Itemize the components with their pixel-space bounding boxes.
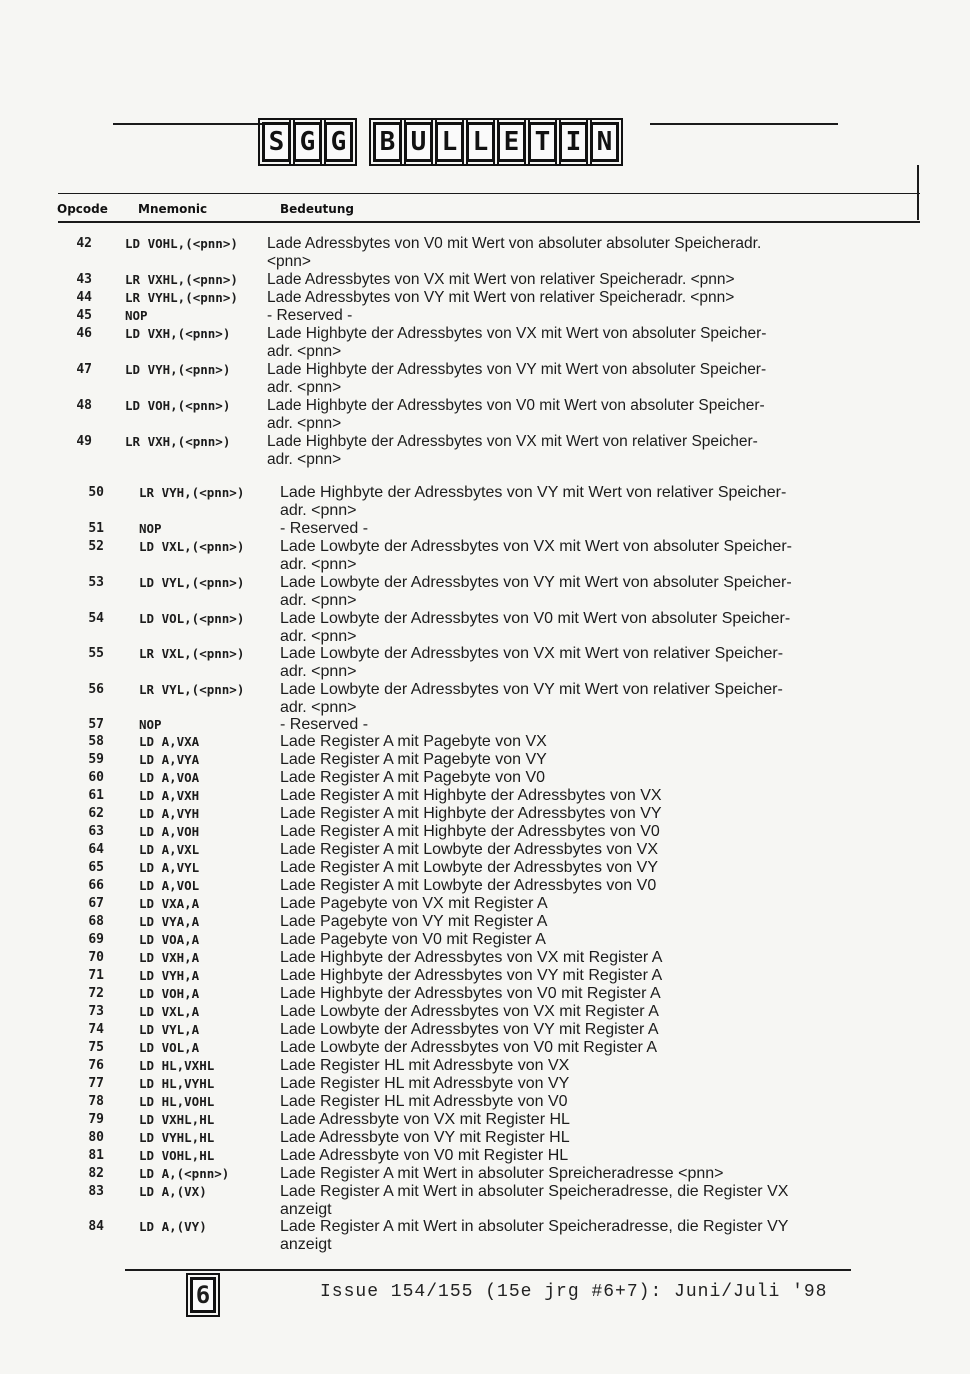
opcode-cell: 69 bbox=[88, 932, 104, 947]
mnemonic-cell: LR VXH,(<pnn>) bbox=[125, 434, 231, 449]
mnemonic-cell: LD VXL,A bbox=[139, 1004, 200, 1019]
table-row bbox=[0, 1218, 970, 1236]
mnemonic-cell: LD A,VOA bbox=[139, 770, 200, 785]
description-cell: adr. <pnn> bbox=[280, 699, 357, 716]
table-row bbox=[0, 787, 970, 805]
description-cell: Lade Register A mit Wert in absoluter Speicheradresse, die Register VY bbox=[280, 1218, 789, 1235]
opcode-cell: 42 bbox=[76, 236, 92, 251]
table-row bbox=[0, 610, 970, 628]
description-cell: Lade Register A mit Highbyte der Adressbytes von VX bbox=[280, 787, 662, 804]
logo-letter: S bbox=[262, 122, 291, 162]
opcode-cell: 70 bbox=[88, 950, 104, 965]
opcode-cell: 65 bbox=[88, 860, 104, 875]
mnemonic-cell: LD A,VXH bbox=[139, 788, 200, 803]
description-cell: Lade Register A mit Highbyte der Adressbytes von V0 bbox=[280, 823, 660, 840]
opcode-cell: 60 bbox=[88, 770, 104, 785]
mnemonic-cell: LD VYA,A bbox=[139, 914, 200, 929]
logo-letter: T bbox=[528, 122, 557, 162]
table-row bbox=[0, 931, 970, 949]
opcode-cell: 58 bbox=[88, 734, 104, 749]
table-row bbox=[0, 967, 970, 985]
description-cell: Lade Highbyte der Adressbytes von V0 mit Wert von absoluter Speicher- bbox=[267, 397, 765, 414]
mnemonic-cell: LD A,(VX) bbox=[139, 1184, 207, 1199]
description-cell: - Reserved - bbox=[280, 716, 369, 733]
opcode-cell: 66 bbox=[88, 878, 104, 893]
mnemonic-cell: LD A,VYH bbox=[139, 806, 200, 821]
description-cell: - Reserved - bbox=[267, 307, 353, 324]
logo-letter: L bbox=[435, 122, 464, 162]
table-row bbox=[0, 1165, 970, 1183]
opcode-cell: 82 bbox=[88, 1166, 104, 1181]
header-opcode: Opcode bbox=[57, 202, 108, 216]
opcode-cell: 54 bbox=[88, 611, 104, 626]
description-cell: Lade Register A mit Lowbyte der Adressbytes von VX bbox=[280, 841, 658, 858]
table-row bbox=[0, 556, 970, 574]
opcode-cell: 55 bbox=[88, 646, 104, 661]
opcode-cell: 59 bbox=[88, 752, 104, 767]
page-number: 6 bbox=[190, 1277, 216, 1313]
opcode-cell: 80 bbox=[88, 1130, 104, 1145]
description-cell: Lade Register A mit Pagebyte von V0 bbox=[280, 769, 546, 786]
table-row bbox=[0, 397, 970, 415]
opcode-cell: 62 bbox=[88, 806, 104, 821]
description-cell: adr. <pnn> bbox=[280, 592, 357, 609]
description-cell: Lade Pagebyte von VY mit Register A bbox=[280, 913, 548, 930]
description-cell: adr. <pnn> bbox=[267, 379, 342, 396]
table-row bbox=[0, 716, 970, 734]
mnemonic-cell: LD VOL,(<pnn>) bbox=[139, 611, 245, 626]
masthead-rule-left bbox=[113, 123, 263, 125]
opcode-cell: 49 bbox=[76, 434, 92, 449]
opcode-cell: 43 bbox=[76, 272, 92, 287]
mnemonic-cell: LD VXHL,HL bbox=[139, 1112, 215, 1127]
table-row bbox=[0, 1183, 970, 1201]
header-rule-top bbox=[58, 193, 920, 194]
logo-letter: I bbox=[559, 122, 588, 162]
table-row bbox=[0, 1236, 970, 1254]
table-row bbox=[0, 805, 970, 823]
mnemonic-cell: LR VYH,(<pnn>) bbox=[139, 485, 245, 500]
description-cell: Lade Adressbyte von VY mit Register HL bbox=[280, 1129, 570, 1146]
description-cell: Lade Highbyte der Adressbytes von VY mit Wert von relativer Speicher- bbox=[280, 484, 787, 501]
table-row bbox=[0, 1057, 970, 1075]
description-cell: Lade Lowbyte der Adressbytes von VX mit Wert von absoluter Speicher- bbox=[280, 538, 792, 555]
opcode-cell: 53 bbox=[88, 575, 104, 590]
description-cell: Lade Highbyte der Adressbytes von VY mit Register A bbox=[280, 967, 663, 984]
description-cell: Lade Adressbytes von VX mit Wert von relativer Speicheradr. <pnn> bbox=[267, 271, 735, 288]
description-cell: Lade Lowbyte der Adressbytes von VX mit Wert von relativer Speicher- bbox=[280, 645, 784, 662]
mnemonic-cell: LD VYH,A bbox=[139, 968, 200, 983]
description-cell: adr. <pnn> bbox=[280, 628, 357, 645]
logo-letter: G bbox=[293, 122, 322, 162]
table-row bbox=[0, 574, 970, 592]
description-cell: adr. <pnn> bbox=[267, 343, 342, 360]
table-row bbox=[0, 484, 970, 502]
description-cell: - Reserved - bbox=[280, 520, 369, 537]
description-cell: Lade Register A mit Highbyte der Adressbytes von VY bbox=[280, 805, 662, 822]
mnemonic-cell: LD VXL,(<pnn>) bbox=[139, 539, 245, 554]
mnemonic-cell: LD VXA,A bbox=[139, 896, 200, 911]
description-cell: Lade Highbyte der Adressbytes von VX mit Wert von relativer Speicher- bbox=[267, 433, 758, 450]
opcode-cell: 50 bbox=[88, 485, 104, 500]
logo-letter: G bbox=[324, 122, 353, 162]
opcode-cell: 56 bbox=[88, 682, 104, 697]
description-cell: adr. <pnn> bbox=[267, 415, 342, 432]
description-cell: Lade Highbyte der Adressbytes von V0 mit Register A bbox=[280, 985, 661, 1002]
opcode-cell: 84 bbox=[88, 1219, 104, 1234]
description-cell: adr. <pnn> bbox=[267, 451, 342, 468]
mnemonic-cell: LR VYL,(<pnn>) bbox=[139, 682, 245, 697]
opcode-cell: 47 bbox=[76, 362, 92, 377]
table-row bbox=[0, 343, 970, 361]
logo-letter: B bbox=[373, 122, 402, 162]
opcode-cell: 52 bbox=[88, 539, 104, 554]
mnemonic-cell: LD A,(VY) bbox=[139, 1219, 207, 1234]
mnemonic-cell: LD VOA,A bbox=[139, 932, 200, 947]
description-cell: Lade Highbyte der Adressbytes von VY mit Wert von absoluter Speicher- bbox=[267, 361, 767, 378]
description-cell: Lade Lowbyte der Adressbytes von VY mit Register A bbox=[280, 1021, 659, 1038]
opcode-cell: 71 bbox=[88, 968, 104, 983]
opcode-cell: 48 bbox=[76, 398, 92, 413]
header-meaning: Bedeutung bbox=[280, 202, 354, 216]
mnemonic-cell: LD VXH,A bbox=[139, 950, 200, 965]
mnemonic-cell: LD HL,VOHL bbox=[139, 1094, 215, 1109]
table-row bbox=[0, 253, 970, 271]
mnemonic-cell: LD A,VXA bbox=[139, 734, 200, 749]
table-row bbox=[0, 1111, 970, 1129]
table-row bbox=[0, 628, 970, 646]
table-row bbox=[0, 699, 970, 717]
mnemonic-cell: LR VYHL,(<pnn>) bbox=[125, 290, 238, 305]
mnemonic-cell: LD A,VOH bbox=[139, 824, 200, 839]
mnemonic-cell: LD VXH,(<pnn>) bbox=[125, 326, 231, 341]
mnemonic-cell: LR VXHL,(<pnn>) bbox=[125, 272, 238, 287]
description-cell: Lade Register A mit Pagebyte von VY bbox=[280, 751, 547, 768]
table-row bbox=[0, 1039, 970, 1057]
mnemonic-cell: LD A,VXL bbox=[139, 842, 200, 857]
table-row bbox=[0, 271, 970, 289]
masthead-rule-right bbox=[650, 123, 838, 125]
opcode-cell: 61 bbox=[88, 788, 104, 803]
table-row bbox=[0, 433, 970, 451]
description-cell: Lade Highbyte der Adressbytes von VX mit Register A bbox=[280, 949, 663, 966]
opcode-cell: 67 bbox=[88, 896, 104, 911]
logo-letter: U bbox=[404, 122, 433, 162]
description-cell: adr. <pnn> bbox=[280, 556, 357, 573]
mnemonic-cell: LD HL,VXHL bbox=[139, 1058, 215, 1073]
table-row bbox=[0, 502, 970, 520]
opcode-cell: 44 bbox=[76, 290, 92, 305]
table-row bbox=[0, 1003, 970, 1021]
issue-line: Issue 154/155 (15e jrg #6+7): Juni/Juli '98 bbox=[320, 1282, 828, 1302]
opcode-cell: 57 bbox=[88, 717, 104, 732]
mnemonic-cell: LD VOL,A bbox=[139, 1040, 200, 1055]
header-rule-bottom bbox=[58, 221, 920, 223]
table-row bbox=[0, 663, 970, 681]
table-row bbox=[0, 1093, 970, 1111]
description-cell: Lade Lowbyte der Adressbytes von VY mit Wert von absoluter Speicher- bbox=[280, 574, 792, 591]
description-cell: Lade Adressbyte von VX mit Register HL bbox=[280, 1111, 570, 1128]
table-row bbox=[0, 1147, 970, 1165]
table-row bbox=[0, 841, 970, 859]
table-row bbox=[0, 415, 970, 433]
table-row bbox=[0, 913, 970, 931]
description-cell: Lade Register HL mit Adressbyte von V0 bbox=[280, 1093, 568, 1110]
footer-rule bbox=[125, 1269, 851, 1271]
mnemonic-cell: LD VYHL,HL bbox=[139, 1130, 215, 1145]
opcode-cell: 83 bbox=[88, 1184, 104, 1199]
opcode-cell: 46 bbox=[76, 326, 92, 341]
table-row bbox=[0, 307, 970, 325]
description-cell: Lade Adressbytes von V0 mit Wert von absoluter absoluter Speicheradr. bbox=[267, 235, 762, 252]
masthead-logo bbox=[262, 110, 621, 162]
header-mnemonic: Mnemonic bbox=[138, 202, 208, 216]
opcode-cell: 63 bbox=[88, 824, 104, 839]
mnemonic-cell: LD A,VYL bbox=[139, 860, 200, 875]
opcode-cell: 74 bbox=[88, 1022, 104, 1037]
mnemonic-cell: LD A,VYA bbox=[139, 752, 200, 767]
table-row bbox=[0, 823, 970, 841]
description-cell: Lade Register HL mit Adressbyte von VY bbox=[280, 1075, 570, 1092]
table-row bbox=[0, 325, 970, 343]
mnemonic-cell: LD HL,VYHL bbox=[139, 1076, 215, 1091]
table-row bbox=[0, 379, 970, 397]
description-cell: adr. <pnn> bbox=[280, 663, 357, 680]
mnemonic-cell: LD VOH,A bbox=[139, 986, 200, 1001]
description-cell: Lade Adressbytes von VY mit Wert von relativer Speicheradr. <pnn> bbox=[267, 289, 735, 306]
description-cell: Lade Lowbyte der Adressbytes von VY mit Wert von relativer Speicher- bbox=[280, 681, 783, 698]
description-cell: Lade Lowbyte der Adressbytes von V0 mit Register A bbox=[280, 1039, 658, 1056]
table-row bbox=[0, 645, 970, 663]
description-cell: Lade Register A mit Wert in absoluter Speicheradresse, die Register VX bbox=[280, 1183, 789, 1200]
description-cell: anzeigt bbox=[280, 1236, 332, 1253]
mnemonic-cell: NOP bbox=[139, 717, 162, 732]
table-row bbox=[0, 681, 970, 699]
table-row bbox=[0, 235, 970, 253]
mnemonic-cell: LD VYH,(<pnn>) bbox=[125, 362, 231, 377]
table-row bbox=[0, 949, 970, 967]
table-row bbox=[0, 361, 970, 379]
description-cell: Lade Highbyte der Adressbytes von VX mit Wert von absoluter Speicher- bbox=[267, 325, 767, 342]
table-row bbox=[0, 289, 970, 307]
description-cell: Lade Register A mit Lowbyte der Adressbytes von V0 bbox=[280, 877, 657, 894]
opcode-cell: 68 bbox=[88, 914, 104, 929]
mnemonic-cell: LD VOH,(<pnn>) bbox=[125, 398, 231, 413]
table-row bbox=[0, 538, 970, 556]
description-cell: Lade Register A mit Lowbyte der Adressbytes von VY bbox=[280, 859, 658, 876]
table-row bbox=[0, 877, 970, 895]
description-cell: Lade Pagebyte von VX mit Register A bbox=[280, 895, 548, 912]
opcode-cell: 73 bbox=[88, 1004, 104, 1019]
mnemonic-cell: LR VXL,(<pnn>) bbox=[139, 646, 245, 661]
description-cell: Lade Lowbyte der Adressbytes von V0 mit Wert von absoluter Speicher- bbox=[280, 610, 791, 627]
table-row bbox=[0, 1021, 970, 1039]
mnemonic-cell: NOP bbox=[125, 308, 148, 323]
opcode-cell: 77 bbox=[88, 1076, 104, 1091]
mnemonic-cell: LD A,(<pnn>) bbox=[139, 1166, 230, 1181]
table-row bbox=[0, 1201, 970, 1219]
description-cell: adr. <pnn> bbox=[280, 502, 357, 519]
mnemonic-cell: LD VYL,A bbox=[139, 1022, 200, 1037]
table-row bbox=[0, 520, 970, 538]
description-cell: <pnn> bbox=[267, 253, 311, 270]
table-row bbox=[0, 859, 970, 877]
table-row bbox=[0, 1075, 970, 1093]
mnemonic-cell: LD VOHL,HL bbox=[139, 1148, 215, 1163]
opcode-cell: 64 bbox=[88, 842, 104, 857]
opcode-cell: 76 bbox=[88, 1058, 104, 1073]
opcode-cell: 45 bbox=[76, 308, 92, 323]
table-row bbox=[0, 895, 970, 913]
table-row bbox=[0, 985, 970, 1003]
description-cell: anzeigt bbox=[280, 1201, 332, 1218]
table-row bbox=[0, 451, 970, 469]
description-cell: Lade Register HL mit Adressbyte von VX bbox=[280, 1057, 570, 1074]
table-row bbox=[0, 733, 970, 751]
opcode-cell: 78 bbox=[88, 1094, 104, 1109]
description-cell: Lade Pagebyte von V0 mit Register A bbox=[280, 931, 546, 948]
opcode-cell: 75 bbox=[88, 1040, 104, 1055]
mnemonic-cell: LD VYL,(<pnn>) bbox=[139, 575, 245, 590]
logo-letter: E bbox=[497, 122, 526, 162]
table-row bbox=[0, 769, 970, 787]
mnemonic-cell: LD VOHL,(<pnn>) bbox=[125, 236, 238, 251]
mnemonic-cell: LD A,VOL bbox=[139, 878, 200, 893]
logo-letter: L bbox=[466, 122, 495, 162]
description-cell: Lade Register A mit Wert in absoluter Spreicheradresse <pnn> bbox=[280, 1165, 724, 1182]
opcode-cell: 79 bbox=[88, 1112, 104, 1127]
opcode-cell: 72 bbox=[88, 986, 104, 1001]
description-cell: Lade Lowbyte der Adressbytes von VX mit Register A bbox=[280, 1003, 659, 1020]
description-cell: Lade Register A mit Pagebyte von VX bbox=[280, 733, 547, 750]
table-row bbox=[0, 751, 970, 769]
table-row bbox=[0, 1129, 970, 1147]
logo-letter: N bbox=[590, 122, 619, 162]
opcode-cell: 81 bbox=[88, 1148, 104, 1163]
opcode-cell: 51 bbox=[88, 521, 104, 536]
mnemonic-cell: NOP bbox=[139, 521, 162, 536]
description-cell: Lade Adressbyte von V0 mit Register HL bbox=[280, 1147, 569, 1164]
table-row bbox=[0, 592, 970, 610]
